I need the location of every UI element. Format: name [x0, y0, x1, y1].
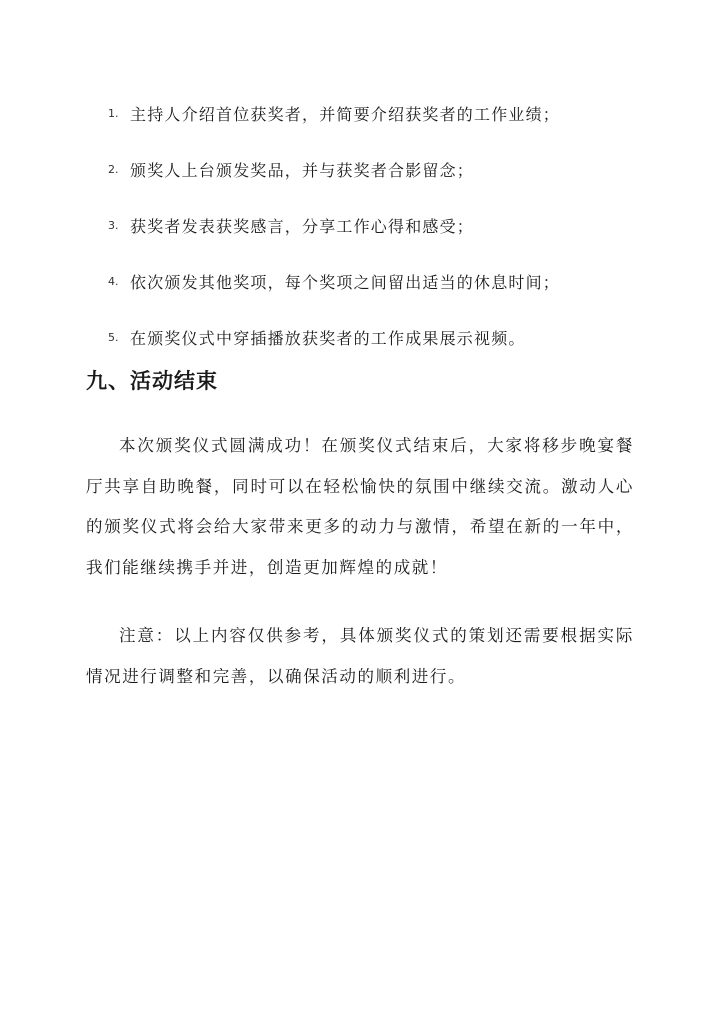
list-item-number: 1. — [108, 106, 119, 120]
paragraph-note: 注意：以上内容仅供参考，具体颁奖仪式的策划还需要根据实际情况进行调整和完善，以确保活动的顺利进行。 — [86, 626, 634, 686]
list-item-text: 颁奖人上台颁发奖品，并与获奖者合影留念； — [130, 160, 475, 180]
paragraph-closing: 本次颁奖仪式圆满成功！在颁奖仪式结束后，大家将移步晚宴餐厅共享自助晚餐，同时可以在轻松愉快的氛围中继续交流。激动人心的颁奖仪式将会给大家带来更多的动力与激情，希望在新的一年中，我们能继续携手并进，创造更加辉煌的成就！ — [86, 436, 634, 577]
list-item-text: 获奖者发表获奖感言，分享工作心得和感受； — [130, 216, 475, 236]
list-item-number: 5. — [108, 330, 119, 344]
list-item-text: 依次颁发其他奖项，每个奖项之间留出适当的休息时间； — [130, 272, 561, 292]
section-heading: 九、活动结束 — [86, 369, 218, 393]
list-item-number: 2. — [108, 162, 119, 176]
list-item-text: 主持人介绍首位获奖者，并简要介绍获奖者的工作业绩； — [130, 104, 561, 124]
list-item-text: 在颁奖仪式中穿插播放获奖者的工作成果展示视频。 — [130, 328, 526, 348]
list-item-number: 3. — [108, 218, 119, 232]
list-item — [108, 309, 668, 365]
list-item — [108, 253, 668, 309]
list-item — [108, 197, 668, 253]
procedure-list — [108, 85, 668, 365]
list-item-number: 4. — [108, 274, 119, 288]
list-item — [108, 85, 668, 141]
list-item — [108, 141, 668, 197]
